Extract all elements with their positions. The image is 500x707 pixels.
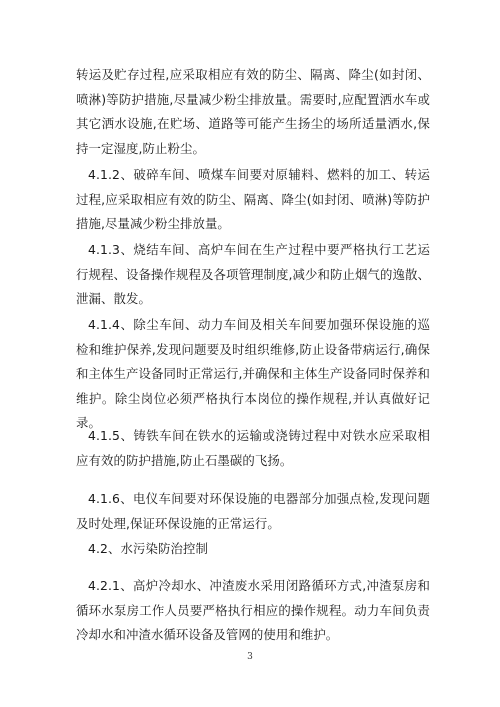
paragraph-4-1-3: 4.1.3、烧结车间、高炉车间在生产过程中要严格执行工艺运行规程、设备操作规程及各项管理制度,减少和防止烟气的逸散、泄漏、散发。: [76, 242, 430, 307]
paragraph-4-1-5: 4.1.5、铸铁车间在铁水的运输或浇铸过程中对铁水应采取相应有效的防护措施,防止石墨碳的飞扬。: [76, 428, 430, 468]
paragraph-4-1-4: 4.1.4、除尘车间、动力车间及相关车间要加强环保设施的巡检和维护保养,发现问题要及时组织维修,防止设备带病运行,确保和主体生产设备同时正常运行,并确保和主体生产设备同时保养和维护。除尘岗位必须严格执行本岗位的操作规程,并认真做好记录。: [76, 317, 430, 431]
section-heading-4-2: 4.2、水污染防治控制: [88, 541, 208, 556]
paragraph-4-1-2: 4.1.2、破碎车间、喷煤车间要对原辅料、燃料的加工、转运过程,应采取相应有效的防尘、隔离、降尘(如封闭、喷淋)等防护措施,尽量减少粉尘排放量。: [76, 167, 430, 232]
paragraph-4-1-6: 4.1.6、电仪车间要对环保设施的电器部分加强点检,发现问题及时处理,保证环保设施的正常运行。: [76, 491, 430, 531]
page-number: 3: [247, 652, 253, 662]
paragraph-dust-storage: 转运及贮存过程,应采取相应有效的防尘、隔离、降尘(如封闭、喷淋)等防护措施,尽量减少粉尘排放量。需要时,应配置洒水车或其它洒水设施,在贮场、道路等可能产生扬尘的场所适量洒水,保持一定湿度,防止粉尘。: [76, 67, 430, 156]
paragraph-4-2-1: 4.2.1、高炉冷却水、冲渣废水采用闭路循环方式,冲渣泵房和循环水泵房工作人员要严格执行相应的操作规程。动力车间负责冷却水和冲渣水循环设备及管网的使用和维护。: [76, 578, 430, 643]
